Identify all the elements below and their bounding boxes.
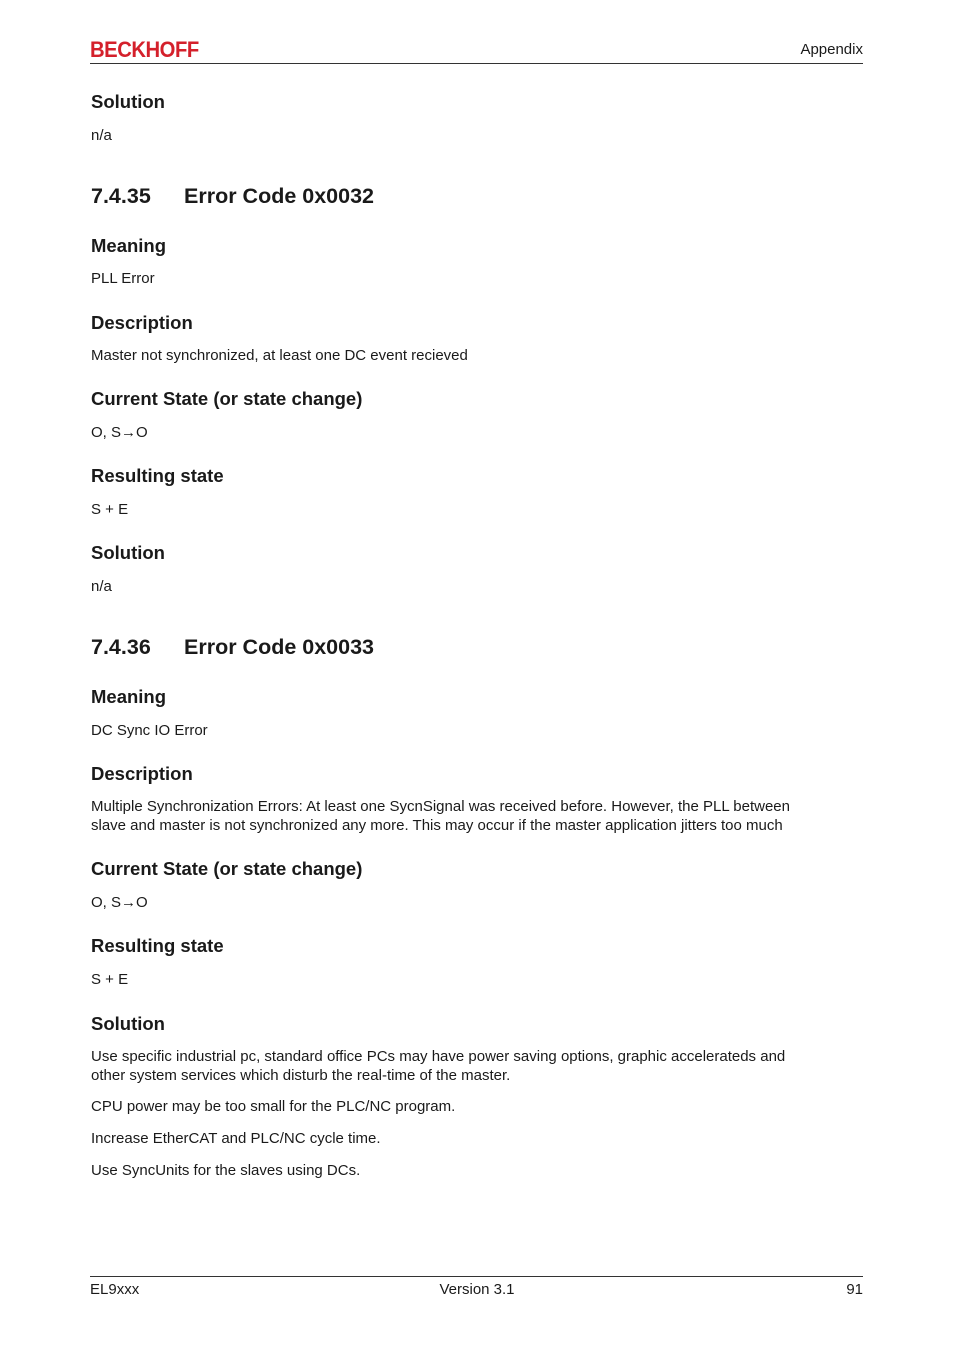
section-title: Error Code 0x0033 [184,635,375,659]
solution-line: Use specific industrial pc, standard office PCs may have power saving options, graphic accelerateds and [91,1048,786,1065]
section-title: Error Code 0x0032 [184,184,375,208]
solution-heading: Solution [91,91,165,112]
current-state-heading: Current State (or state change) [91,858,363,879]
current-state-heading: Current State (or state change) [91,388,363,409]
solution-paragraph: Use SyncUnits for the slaves using DCs. [91,1162,361,1179]
footer-page-number: 91 [846,1281,863,1298]
solution-text: n/a [91,578,112,595]
solution-paragraph: Increase EtherCAT and PLC/NC cycle time. [91,1130,381,1147]
resulting-state-heading: Resulting state [91,465,224,486]
meaning-heading: Meaning [91,235,167,256]
solution-heading: Solution [91,542,165,563]
solution-paragraph [91,1047,851,1085]
section-number: 7.4.35 [91,184,151,208]
solution-line: other system services which disturb the real-time of the master. [91,1067,511,1084]
description-heading: Description [91,312,193,333]
description-heading: Description [91,763,193,784]
solution-heading: Solution [91,1013,165,1034]
resulting-state-text: S + E [91,971,129,988]
current-state-text: O, S→O [91,894,148,911]
description-line: slave and master is not synchronized any more. This may occur if the master application jitters too much [91,817,783,834]
resulting-state-text: S + E [91,501,129,518]
section-heading-7-4-36 [91,635,374,660]
section-heading-7-4-35 [91,184,374,209]
description-text: Master not synchronized, at least one DC event recieved [91,347,468,364]
section-number: 7.4.36 [91,635,151,659]
description-text [91,797,851,835]
current-state-text: O, S→O [91,424,148,441]
header-divider [90,63,863,64]
footer-version: Version 3.1 [439,1281,515,1298]
footer-document-name: EL9xxx [90,1281,140,1298]
meaning-heading: Meaning [91,686,167,707]
meaning-text: DC Sync IO Error [91,722,208,739]
resulting-state-heading: Resulting state [91,935,224,956]
solution-text: n/a [91,127,112,144]
solution-paragraph: CPU power may be too small for the PLC/NC program. [91,1098,456,1115]
footer-divider [90,1276,863,1277]
beckhoff-logo: BECKHOFF [90,37,199,62]
description-line: Multiple Synchronization Errors: At least one SycnSignal was received before. However, the PLL between [91,798,790,815]
section-label: Appendix [800,41,863,58]
meaning-text: PLL Error [91,270,155,287]
